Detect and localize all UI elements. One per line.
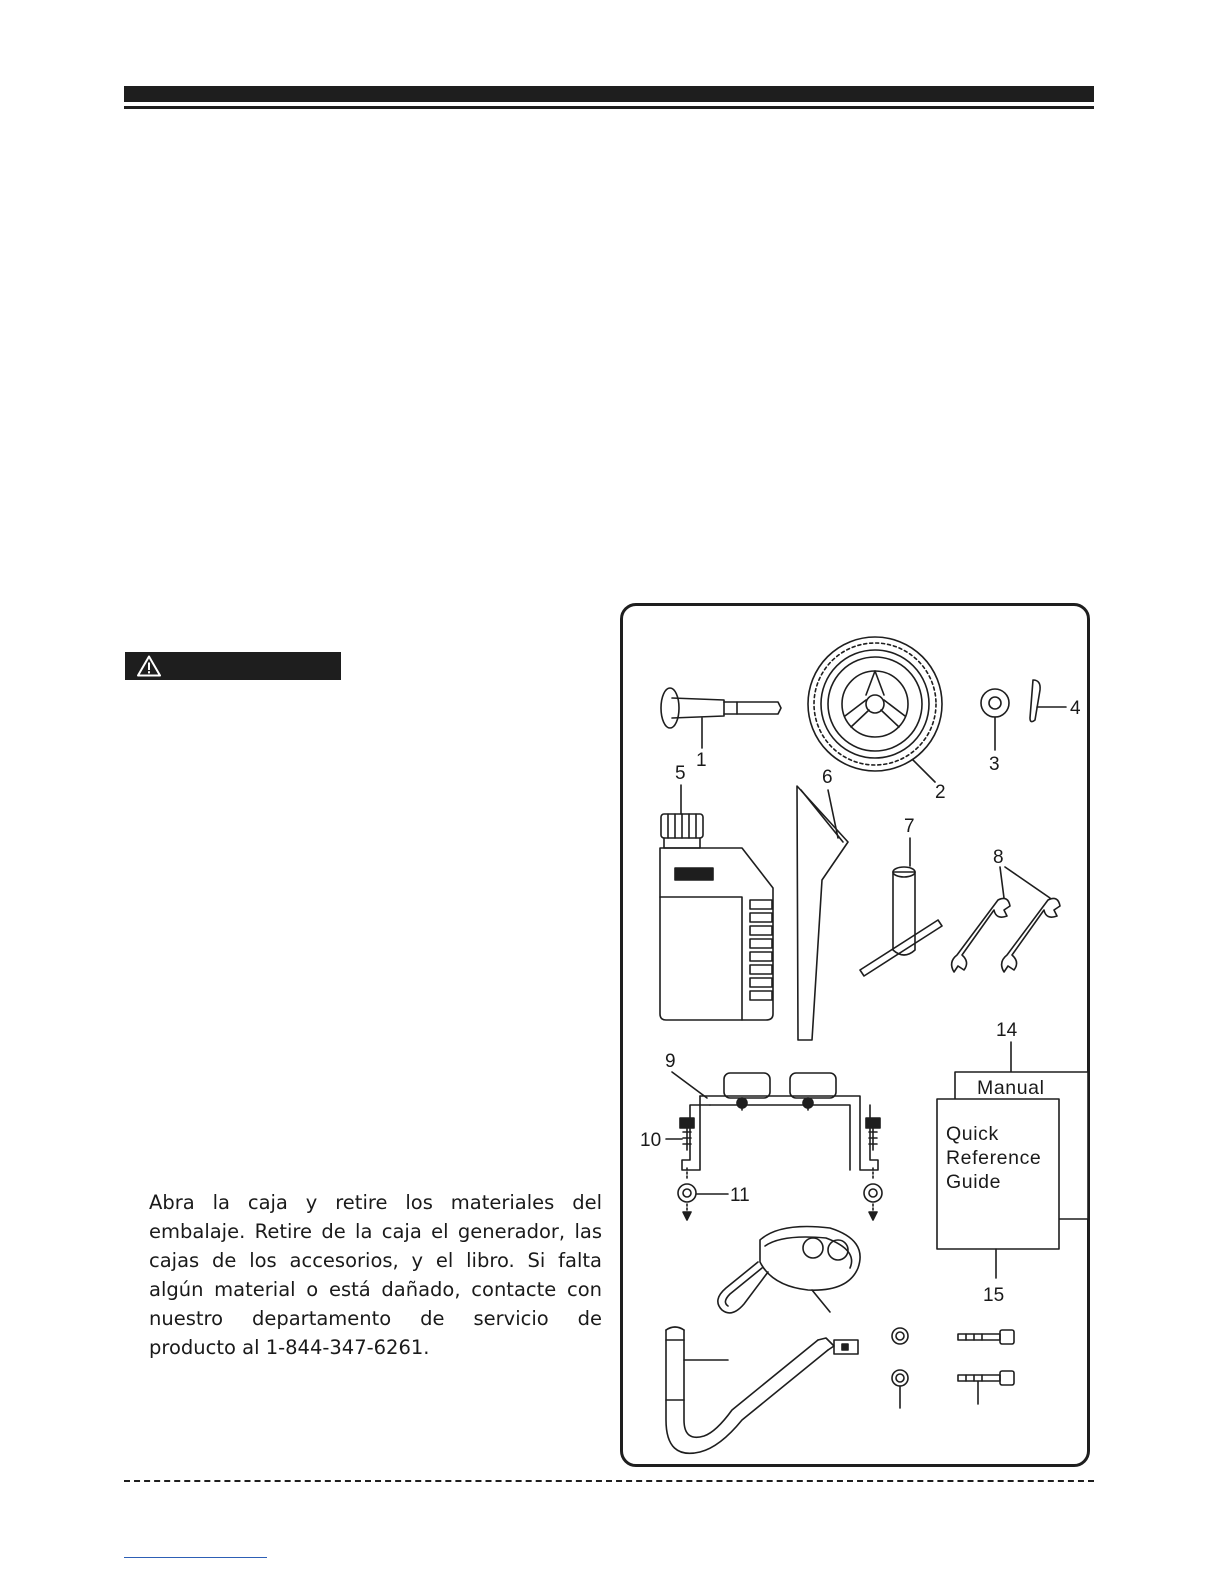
manual-books-part [937, 1020, 1088, 1306]
page-bottom-rule [124, 1480, 1094, 1482]
callout-2: 2 [935, 782, 946, 803]
axle-pin-part [661, 688, 781, 748]
callout-11: 11 [730, 1185, 750, 1206]
cotter-pin-part [1030, 680, 1066, 722]
guide-line-2: Reference [946, 1147, 1042, 1169]
callout-9: 9 [665, 1051, 676, 1072]
guide-line-1: Quick [946, 1123, 999, 1145]
remote-control-part [718, 1227, 860, 1313]
open-end-wrenches-part [952, 847, 1060, 972]
washer-part [981, 689, 1009, 750]
callout-5: 5 [675, 763, 686, 784]
support-bracket-part [665, 1051, 882, 1220]
callout-6: 6 [822, 767, 833, 788]
footer-link-underline [124, 1557, 267, 1558]
oil-funnel-part [797, 767, 848, 1040]
spark-plug-wrench-part [860, 816, 942, 976]
oil-bottle-part [660, 763, 773, 1020]
callout-10: 10 [640, 1130, 662, 1151]
manual-title: Manual [977, 1077, 1045, 1099]
hardware-washers-bolts-part [892, 1328, 1014, 1408]
callout-15: 15 [983, 1285, 1005, 1306]
callout-3: 3 [989, 754, 1000, 775]
handle-bar-part [666, 1327, 858, 1453]
callout-7: 7 [904, 816, 915, 837]
unpacking-instructions: Abra la caja y retire los materiales del embalaje. Retire de la caja el generador, las cajas de los accesorios, y el libro. Si falta algún material o está dañado, contacte con nuestro departamento de servicio de producto al 1-844-347-6261. [149, 1190, 602, 1359]
callout-4: 4 [1070, 698, 1081, 719]
guide-line-3: Guide [946, 1171, 1002, 1193]
wheel-part [808, 637, 942, 782]
callout-1: 1 [696, 750, 707, 771]
callout-8: 8 [993, 847, 1004, 868]
callout-14: 14 [996, 1020, 1018, 1041]
